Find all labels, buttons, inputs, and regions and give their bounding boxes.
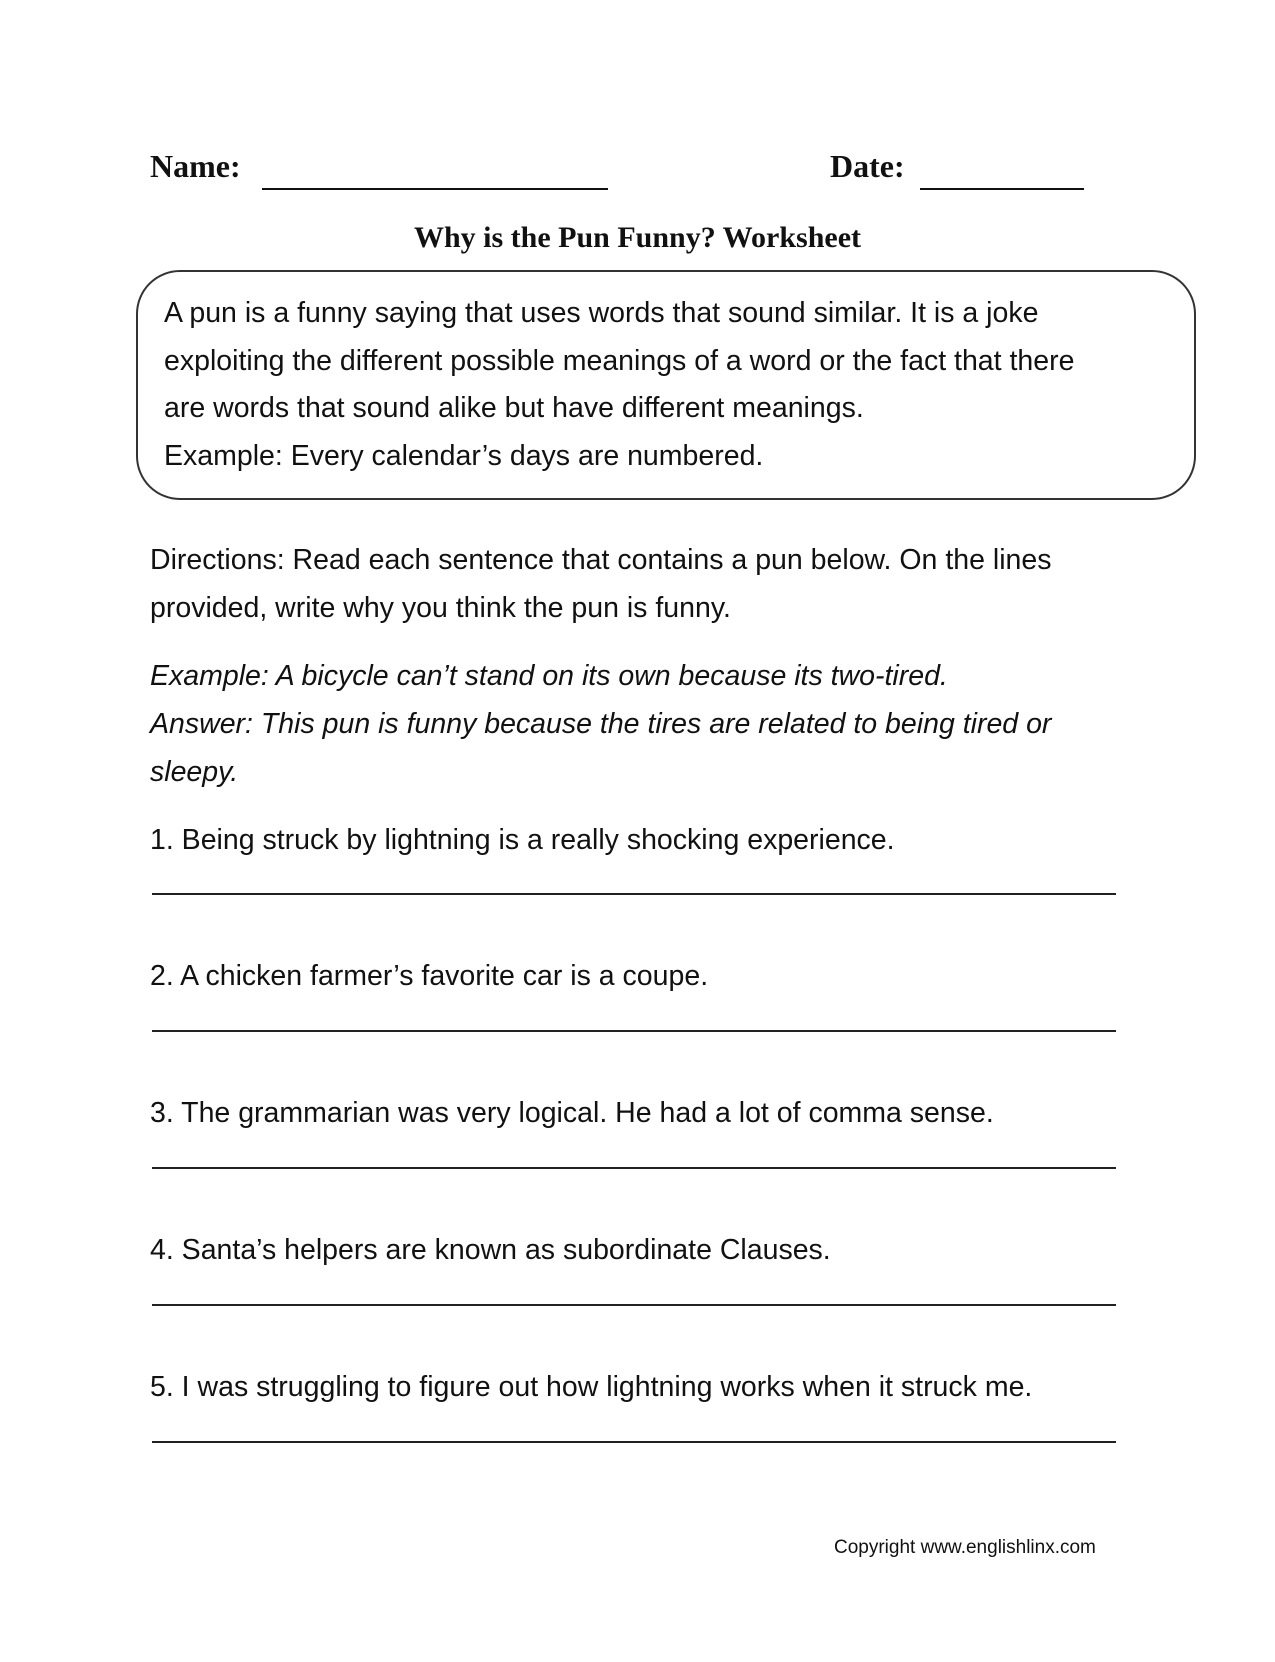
directions: [150, 536, 1150, 632]
definition-example: Example: Every calendar’s days are numbered.: [164, 439, 764, 472]
directions-line: provided, write why you think the pun is funny.: [150, 592, 731, 624]
answer-line-4[interactable]: [152, 1304, 1116, 1306]
example-sentence: Example: A bicycle can’t stand on its own because its two-tired.: [150, 660, 948, 692]
copyright-notice: Copyright www.englishlinx.com: [834, 1537, 1096, 1558]
question-1: 1. Being struck by lightning is a really shocking experience.: [150, 824, 895, 856]
name-field[interactable]: [262, 188, 608, 190]
example-answer-line: Answer: This pun is funny because the tires are related to being tired or: [150, 708, 1052, 740]
answer-line-2[interactable]: [152, 1030, 1116, 1032]
answer-line-3[interactable]: [152, 1167, 1116, 1169]
question-5: 5. I was struggling to figure out how lightning works when it struck me.: [150, 1371, 1033, 1403]
answer-line-1[interactable]: [152, 893, 1116, 895]
date-label: Date:: [830, 148, 905, 184]
example-answer-line: sleepy.: [150, 756, 239, 788]
date-field[interactable]: [920, 188, 1084, 190]
question-2: 2. A chicken farmer’s favorite car is a coupe.: [150, 960, 709, 992]
question-4: 4. Santa’s helpers are known as subordinate Clauses.: [150, 1234, 831, 1266]
worked-example: [150, 652, 1150, 796]
answer-line-5[interactable]: [152, 1441, 1116, 1443]
name-label: Name:: [150, 148, 241, 184]
worksheet-title: Why is the Pun Funny? Worksheet: [413, 221, 862, 254]
directions-line: Directions: Read each sentence that contains a pun below. On the lines: [150, 544, 1052, 576]
question-3: 3. The grammarian was very logical. He had a lot of comma sense.: [150, 1097, 994, 1129]
definition-line: are words that sound alike but have different meanings.: [164, 392, 864, 424]
definition-line: A pun is a funny saying that uses words that sound similar. It is a joke: [164, 297, 1039, 329]
definition-line: exploiting the different possible meanings of a word or the fact that there: [164, 344, 1075, 377]
definition-text: [164, 290, 1194, 480]
